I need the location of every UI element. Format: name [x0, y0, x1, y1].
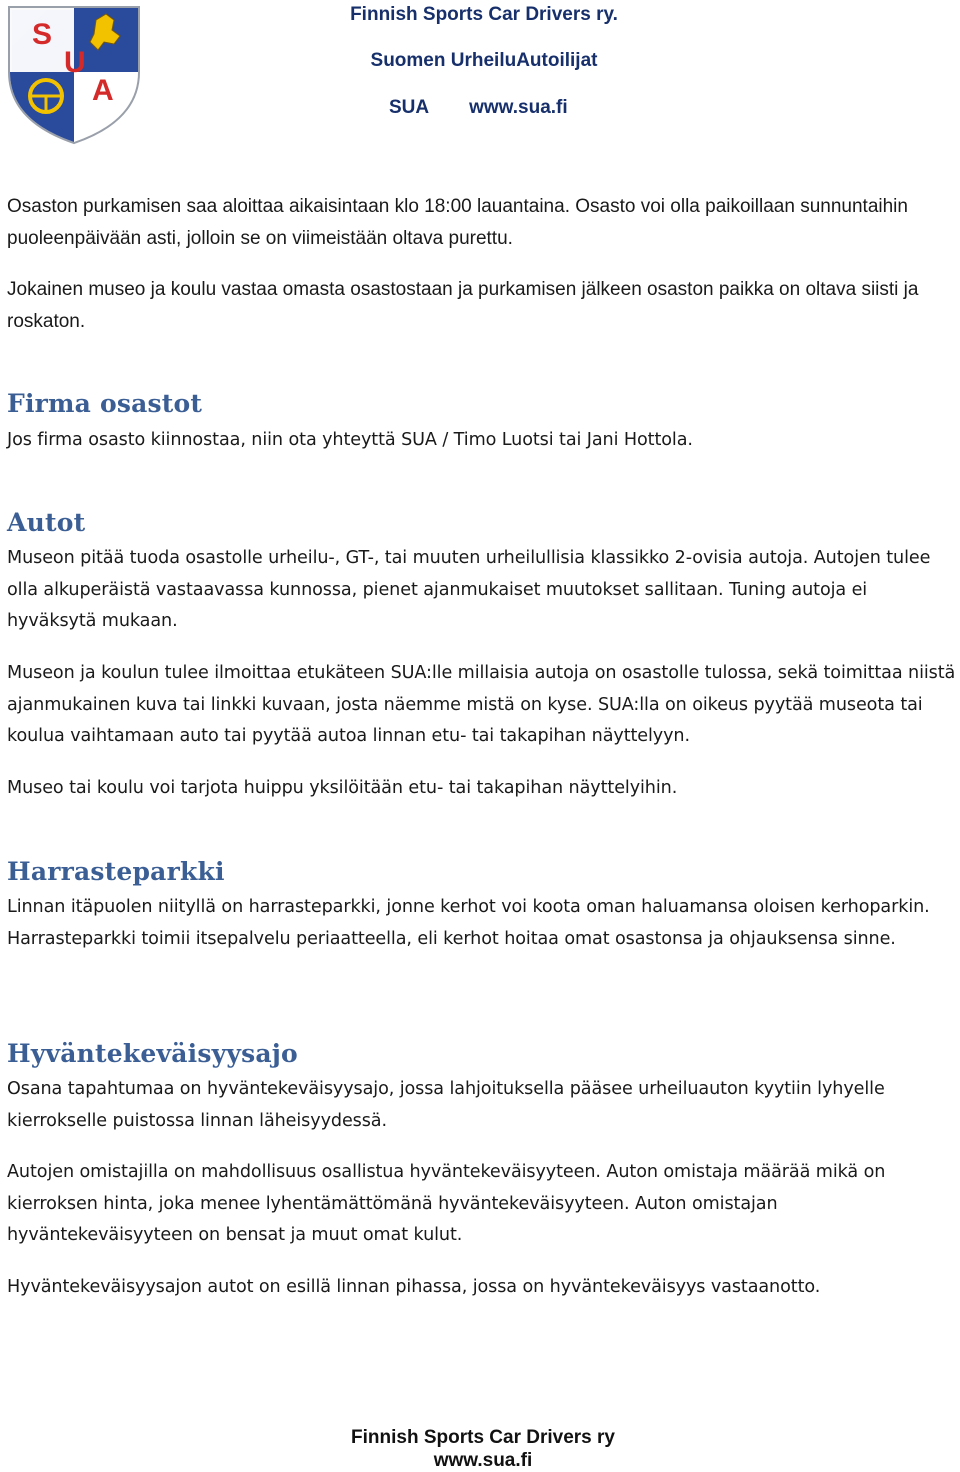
footer-website-link[interactable]: www.sua.fi — [433, 1450, 533, 1471]
svg-text:U: U — [64, 46, 86, 79]
header-contact-line — [389, 97, 568, 119]
section-heading-firma: Firma osastot — [7, 389, 203, 418]
firma-paragraph-1: Jos firma osasto kiinnostaa, niin ota yhteyttä SUA / Timo Luotsi tai Jani Hottola. — [7, 430, 693, 450]
section-heading-hyvantekevaisyysajo: Hyväntekeväisyysajo — [7, 1039, 298, 1068]
hyvantekeva-paragraph-1: Osana tapahtumaa on hyväntekeväisyysajo, jossa lahjoituksella pääsee urheiluauton kyytiin lyhyelle kierrokselle puistossa linnan läheisyydessä. — [7, 1079, 885, 1131]
section-heading-autot: Autot — [7, 508, 86, 537]
footer-org-name: Finnish Sports Car Drivers ry — [351, 1427, 615, 1448]
hyvantekeva-paragraph-3: Hyväntekeväisyysajon autot on esillä linnan pihassa, jossa on hyväntekeväisyys vastaanotto. — [7, 1277, 821, 1297]
intro-paragraph-1: Osaston purkamisen saa aloittaa aikaisintaan klo 18:00 lauantaina. Osasto voi olla paikoillaan sunnuntaihin puoleenpäivään asti, jolloin se on viimeistään oltava purettu. — [7, 196, 908, 249]
header-website-link[interactable]: www.sua.fi — [469, 97, 568, 118]
svg-text:S: S — [32, 18, 53, 51]
header-org-name-fi: Suomen UrheiluAutoilijat — [370, 50, 598, 71]
sua-logo — [4, 2, 144, 145]
autot-paragraph-2: Museon ja koulun tulee ilmoittaa etukäteen SUA:lle millaisia autoja on osastolle tulossa, sekä toimittaa niistä ajanmukainen kuva tai linkki kuvaan, josta näemme mistä on kyse. SUA:lla on oikeus pyytää museota tai koulua vaihtamaan auto tai pyytää autoa linnan etu- tai takapihan näyttelyyn. — [7, 663, 956, 746]
intro-paragraph-2: Jokainen museo ja koulu vastaa omasta osastostaan ja purkamisen jälkeen osaston paikka on oltava siisti ja roskaton. — [7, 279, 919, 332]
svg-text:A: A — [92, 74, 114, 107]
autot-paragraph-1: Museon pitää tuoda osastolle urheilu-, GT-, tai muuten urheilullisia klassikko 2-ovisia autoja. Autojen tulee olla alkuperäistä vastaavassa kunnossa, pienet ajanmukaiset muutokset sallitaan. Tuning autoja ei hyväksytä mukaan. — [7, 548, 931, 631]
section-heading-harrasteparkki: Harrasteparkki — [7, 857, 225, 886]
hyvantekeva-paragraph-2: Autojen omistajilla on mahdollisuus osallistua hyväntekeväisyyteen. Auton omistaja määrää mikä on kierroksen hinta, joka menee lyhentämättömänä hyväntekeväisyyteen. Auton omistajan hyväntekeväisyyteen on bensat ja muut omat kulut. — [7, 1162, 886, 1245]
header-org-name: Finnish Sports Car Drivers ry. — [350, 4, 618, 25]
header-abbreviation: SUA — [389, 97, 430, 118]
autot-paragraph-3: Museo tai koulu voi tarjota huippu yksilöitään etu- tai takapihan näyttelyihin. — [7, 778, 678, 798]
harrasteparkki-paragraph-1: Linnan itäpuolen niityllä on harrasteparkki, jonne kerhot voi koota oman haluamansa oloisen kerhoparkin. Harrasteparkki toimii itsepalvelu periaatteella, eli kerhot hoitaa omat osastonsa ja ohjauksensa sinne. — [7, 897, 930, 949]
